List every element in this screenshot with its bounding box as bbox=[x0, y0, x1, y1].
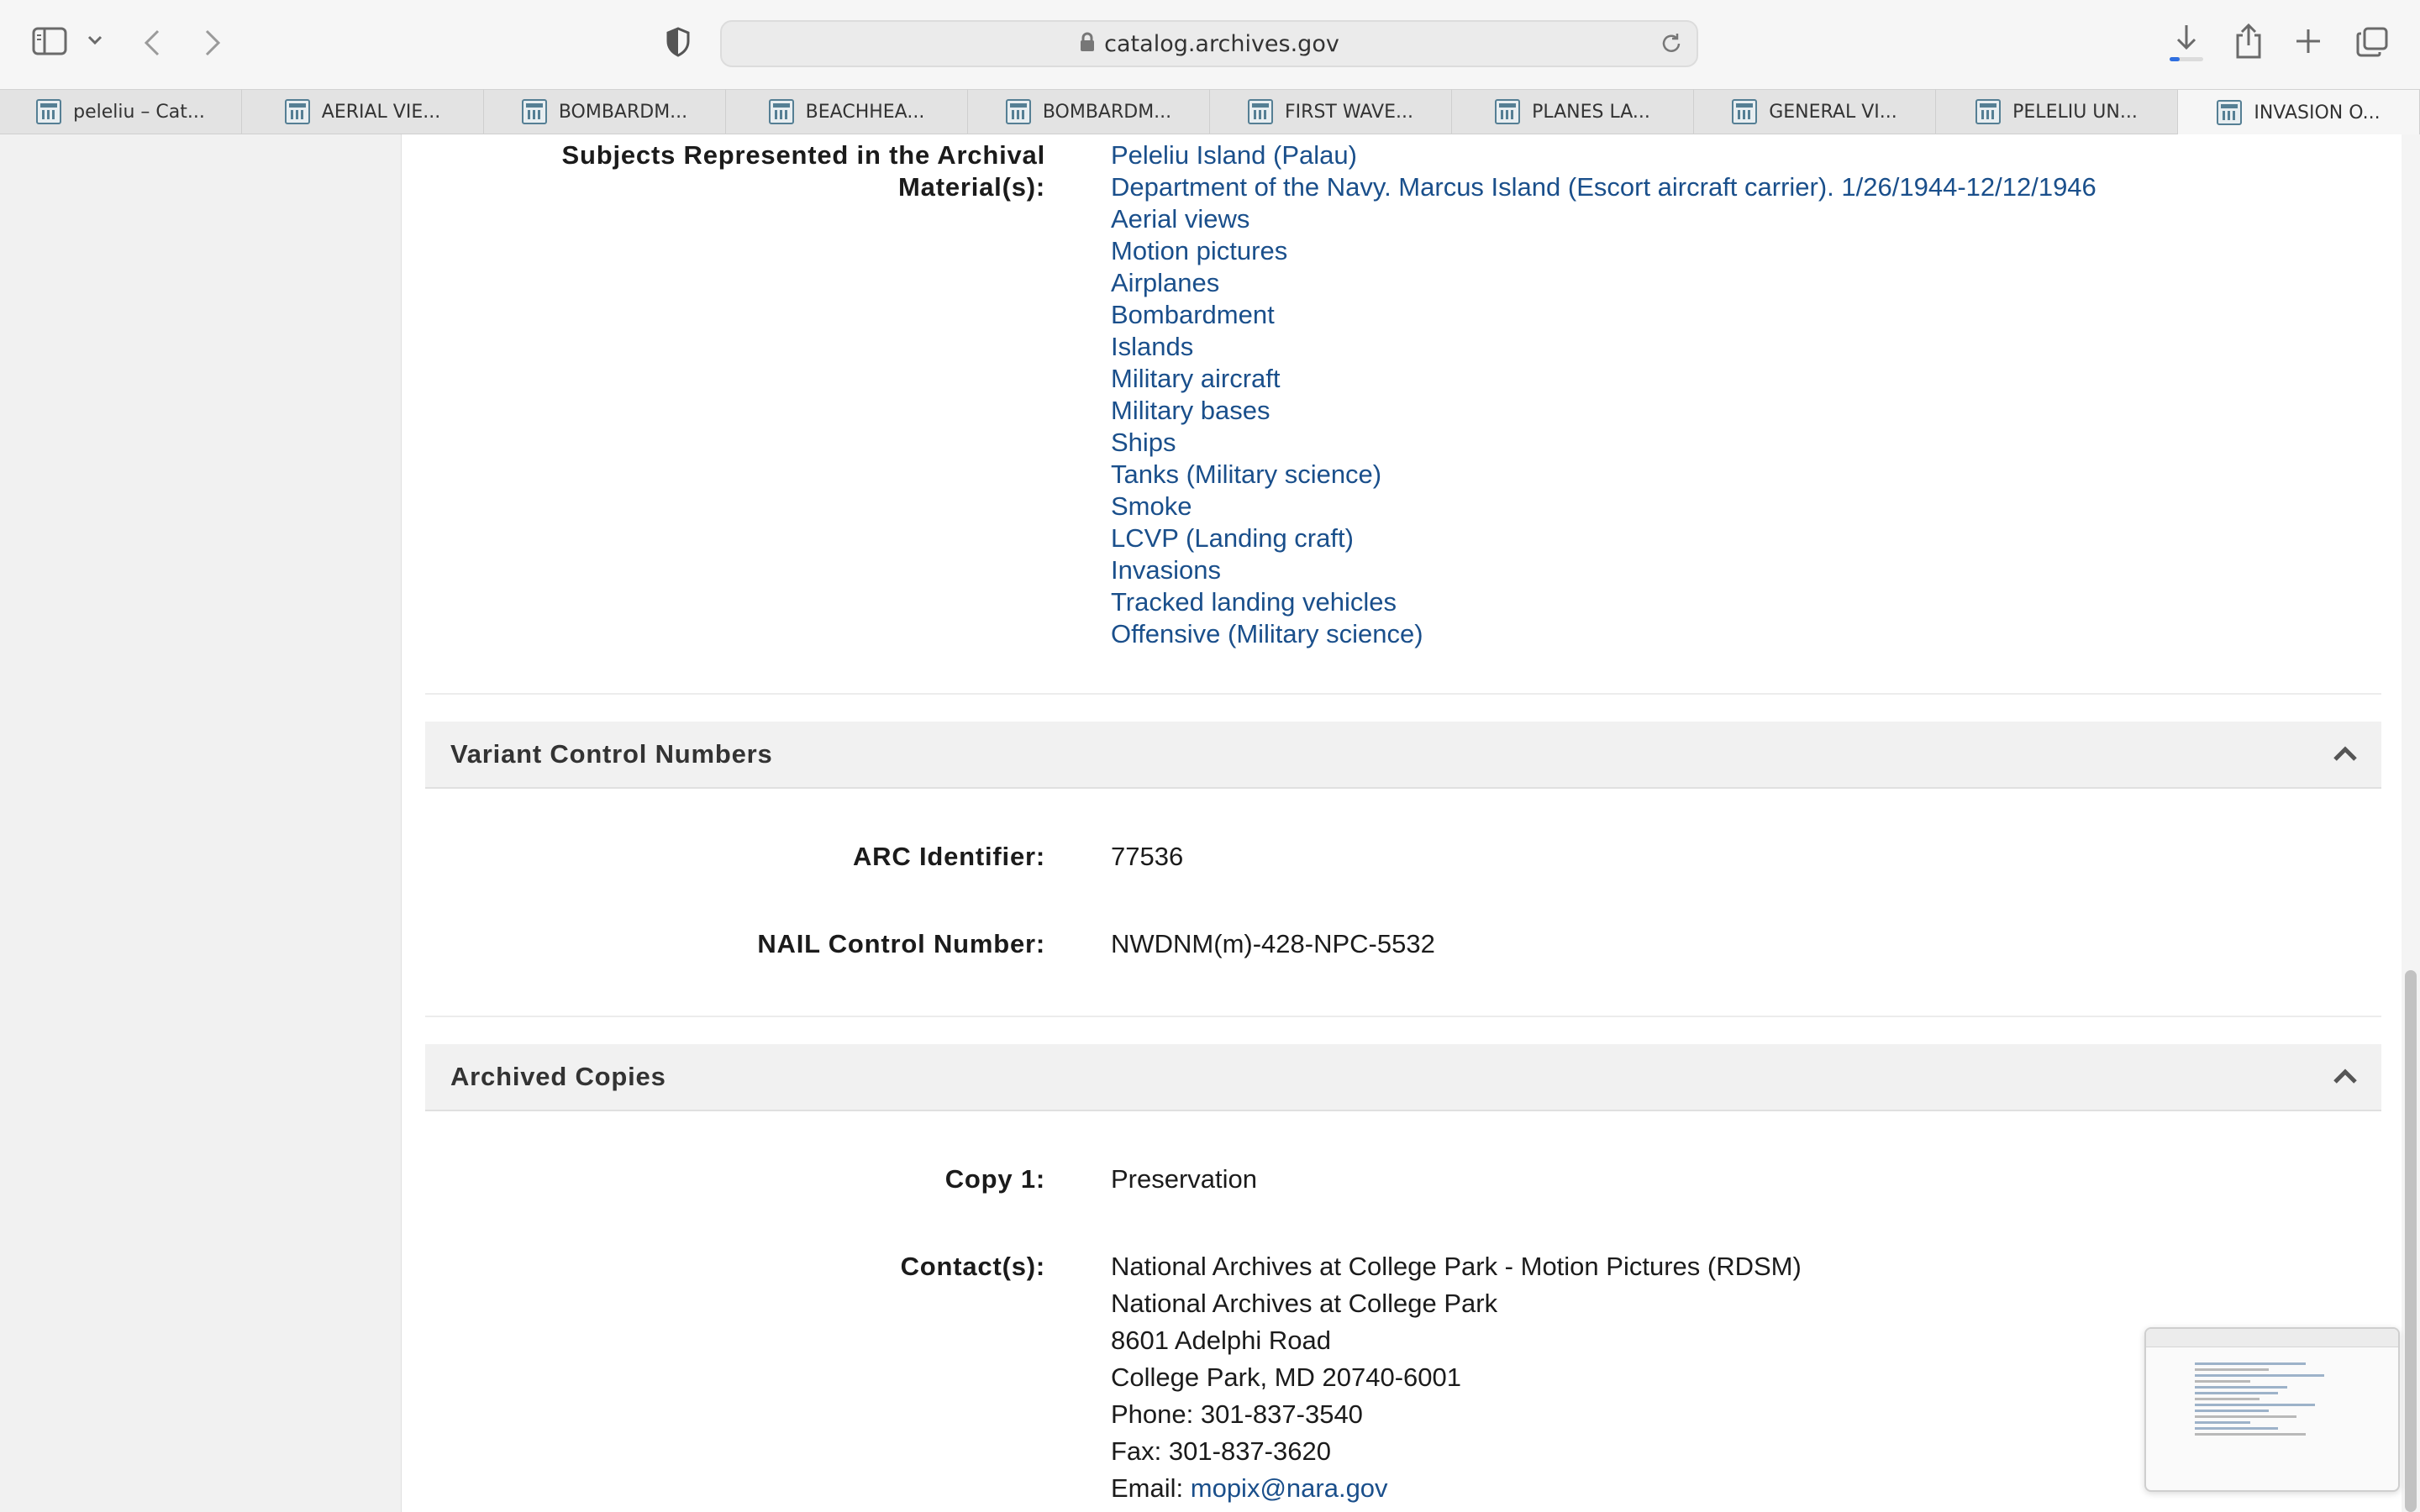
subjects-list bbox=[1111, 139, 2096, 650]
subject-link[interactable]: Department of the Navy. Marcus Island (Escort aircraft carrier). 1/26/1944-12/12/1946 bbox=[1111, 172, 2096, 202]
contact-fax: Fax: 301-837-3620 bbox=[1111, 1436, 1331, 1466]
browser-toolbar bbox=[0, 0, 2420, 89]
copy-label: Copy 1: bbox=[944, 1164, 1045, 1194]
tab-8[interactable] bbox=[1936, 90, 2178, 134]
address-bar[interactable] bbox=[720, 20, 1698, 67]
contact-email-row bbox=[1111, 1470, 1802, 1507]
tab-label: AERIAL VIE... bbox=[321, 101, 441, 123]
tab-label: GENERAL VI... bbox=[1769, 101, 1897, 123]
tab-label: INVASION O... bbox=[2254, 102, 2381, 123]
lock-icon bbox=[1079, 32, 1096, 55]
subject-link[interactable]: Islands bbox=[1111, 332, 1194, 361]
tab-overview-icon[interactable] bbox=[2356, 27, 2388, 57]
archives-favicon-icon bbox=[2217, 100, 2242, 125]
tab-0[interactable] bbox=[0, 90, 242, 134]
subject-link[interactable]: Airplanes bbox=[1111, 268, 1220, 297]
section-title: Variant Control Numbers bbox=[450, 739, 773, 769]
tab-1[interactable] bbox=[242, 90, 484, 134]
section-title: Archived Copies bbox=[450, 1062, 666, 1091]
tab-label: PLANES LA... bbox=[1532, 101, 1650, 123]
tab-label: FIRST WAVE... bbox=[1285, 101, 1413, 123]
share-icon[interactable] bbox=[2235, 24, 2262, 59]
archives-favicon-icon bbox=[36, 99, 61, 124]
subject-link[interactable]: Aerial views bbox=[1111, 204, 1250, 234]
contact-details bbox=[1111, 1248, 1802, 1507]
reload-icon[interactable] bbox=[1660, 32, 1683, 59]
subject-link[interactable]: Invasions bbox=[1111, 555, 1221, 585]
left-sidebar bbox=[0, 134, 402, 1512]
email-prefix: Email: bbox=[1111, 1473, 1191, 1503]
forward-icon[interactable] bbox=[203, 29, 222, 57]
variant-control-numbers-header[interactable] bbox=[425, 722, 2381, 789]
arc-identifier-label: ARC Identifier: bbox=[853, 842, 1045, 871]
archives-favicon-icon bbox=[285, 99, 310, 124]
downloads-icon[interactable] bbox=[2170, 24, 2203, 64]
tab-bar bbox=[0, 89, 2420, 134]
email-link[interactable]: mopix@nara.gov bbox=[1190, 1473, 1388, 1503]
subject-link[interactable]: Motion pictures bbox=[1111, 236, 1288, 265]
thumbnail-toolbar bbox=[2146, 1329, 2398, 1347]
archives-favicon-icon bbox=[1006, 99, 1031, 124]
tab-2[interactable] bbox=[484, 90, 726, 134]
sidebar-toggle-icon[interactable] bbox=[32, 27, 67, 55]
subjects-label-line-2: Material(s): bbox=[898, 172, 1045, 202]
subject-link[interactable]: Offensive (Military science) bbox=[1111, 619, 1423, 648]
subject-link[interactable]: Ships bbox=[1111, 428, 1176, 457]
tab-label: BOMBARDM... bbox=[1042, 101, 1172, 123]
archives-favicon-icon bbox=[1248, 99, 1273, 124]
url-text: catalog.archives.gov bbox=[1104, 30, 1339, 57]
contact-line: National Archives at College Park - Motion Pictures (RDSM) bbox=[1111, 1252, 1802, 1281]
thumbnail-content bbox=[2195, 1362, 2380, 1480]
contact-line: 8601 Adelphi Road bbox=[1111, 1326, 1332, 1355]
tab-4[interactable] bbox=[968, 90, 1210, 134]
chevron-up-icon[interactable] bbox=[2333, 745, 2358, 765]
tab-label: BOMBARDM... bbox=[558, 101, 688, 123]
back-icon[interactable] bbox=[143, 29, 161, 57]
copy-value: Preservation bbox=[1111, 1164, 1258, 1194]
tab-6[interactable] bbox=[1452, 90, 1694, 134]
new-tab-icon[interactable] bbox=[2296, 29, 2321, 54]
tab-3[interactable] bbox=[726, 90, 968, 134]
contact-line: National Archives at College Park bbox=[1111, 1289, 1498, 1318]
contact-phone: Phone: 301-837-3540 bbox=[1111, 1399, 1363, 1429]
archives-favicon-icon bbox=[1495, 99, 1520, 124]
subject-link[interactable]: Tracked landing vehicles bbox=[1111, 587, 1397, 617]
subject-link[interactable]: Bombardment bbox=[1111, 300, 1275, 329]
chevron-up-icon[interactable] bbox=[2333, 1068, 2358, 1088]
chevron-down-icon[interactable] bbox=[87, 35, 103, 45]
tab-label: PELELIU UN... bbox=[2012, 101, 2138, 123]
privacy-shield-icon[interactable] bbox=[666, 27, 691, 57]
nail-control-number-label: NAIL Control Number: bbox=[757, 929, 1045, 958]
section-divider bbox=[425, 693, 2381, 695]
archives-favicon-icon bbox=[1975, 99, 2001, 124]
scrollbar-thumb[interactable] bbox=[2405, 970, 2417, 1512]
arc-identifier-value: 77536 bbox=[1111, 842, 1184, 871]
nail-control-number-value: NWDNM(m)-428-NPC-5532 bbox=[1111, 929, 1435, 958]
subjects-label bbox=[457, 139, 1045, 203]
subjects-label-line-1: Subjects Represented in the Archival bbox=[561, 140, 1045, 170]
record-details bbox=[425, 134, 2381, 1512]
contact-line: College Park, MD 20740-6001 bbox=[1111, 1362, 1462, 1392]
tab-9-active[interactable] bbox=[2178, 90, 2420, 135]
archives-favicon-icon bbox=[1732, 99, 1757, 124]
contacts-label: Contact(s): bbox=[900, 1252, 1045, 1281]
tab-label: peleliu – Cat... bbox=[73, 101, 205, 123]
archives-favicon-icon bbox=[522, 99, 547, 124]
archives-favicon-icon bbox=[769, 99, 794, 124]
subject-link[interactable]: Military aircraft bbox=[1111, 364, 1281, 393]
subject-link[interactable]: LCVP (Landing craft) bbox=[1111, 523, 1354, 553]
page-thumbnail-preview[interactable] bbox=[2144, 1327, 2400, 1492]
tab-5[interactable] bbox=[1210, 90, 1452, 134]
subject-link[interactable]: Military bases bbox=[1111, 396, 1270, 425]
tab-7[interactable] bbox=[1694, 90, 1936, 134]
subject-link[interactable]: Tanks (Military science) bbox=[1111, 459, 1382, 489]
archived-copies-header[interactable] bbox=[425, 1044, 2381, 1111]
subject-link[interactable]: Peleliu Island (Palau) bbox=[1111, 140, 1357, 170]
page-content bbox=[0, 134, 2420, 1512]
section-divider bbox=[425, 1016, 2381, 1017]
subject-link[interactable]: Smoke bbox=[1111, 491, 1192, 521]
tab-label: BEACHHEA... bbox=[805, 101, 925, 123]
